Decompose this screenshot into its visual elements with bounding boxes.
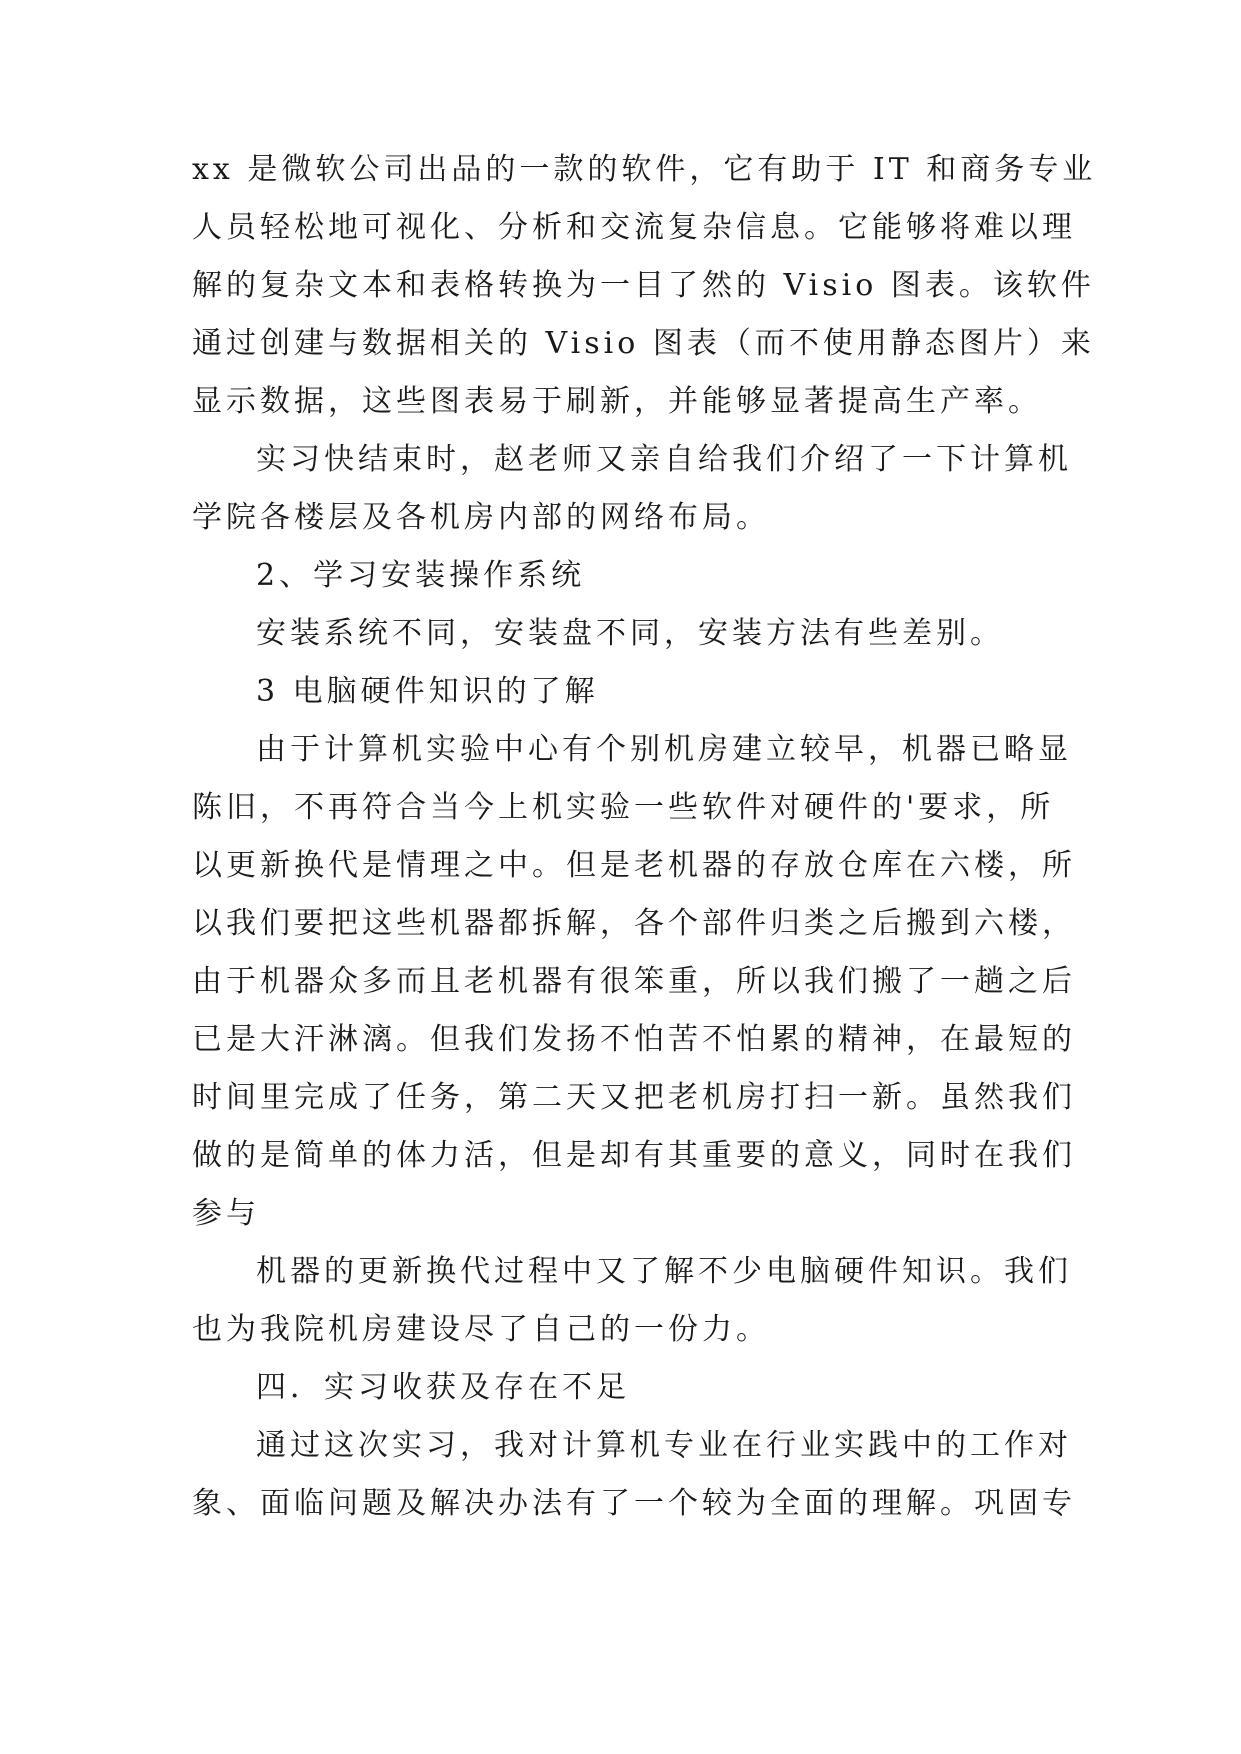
text-line: 已是大汗淋漓。但我们发扬不怕苦不怕累的精神，在最短的	[192, 1022, 1076, 1057]
section-heading: 四．实习收获及存在不足	[256, 1370, 630, 1405]
text-line: xx 是微软公司出品的一款的软件，它有助于 IT 和商务专业	[192, 152, 1097, 187]
text-line: 时间里完成了任务，第二天又把老机房打扫一新。虽然我们	[192, 1080, 1076, 1115]
section-heading: 2、学习安装操作系统	[256, 558, 586, 593]
text-line: 由于计算机实验中心有个别机房建立较早，机器已略显	[256, 732, 1072, 767]
text-line: 由于机器众多而且老机器有很笨重，所以我们搬了一趟之后	[192, 964, 1076, 999]
text-line: 通过这次实习，我对计算机专业在行业实践中的工作对	[256, 1428, 1072, 1463]
text-line: 通过创建与数据相关的 Visio 图表（而不使用静态图片）来	[192, 326, 1095, 361]
text-line: 以我们要把这些机器都拆解，各个部件归类之后搬到六楼，	[192, 906, 1076, 941]
text-line: 以更新换代是情理之中。但是老机器的存放仓库在六楼，所	[192, 848, 1076, 883]
text-line: 安装系统不同，安装盘不同，安装方法有些差别。	[256, 616, 1004, 651]
text-line: 参与	[192, 1196, 260, 1231]
text-line: 做的是简单的体力活，但是却有其重要的意义，同时在我们	[192, 1138, 1076, 1173]
text-line: 也为我院机房建设尽了自己的一份力。	[192, 1312, 770, 1347]
text-line: 机器的更新换代过程中又了解不少电脑硬件知识。我们	[256, 1254, 1072, 1289]
text-line: 象、面临问题及解决办法有了一个较为全面的理解。巩固专	[192, 1486, 1076, 1521]
text-line: 实习快结束时，赵老师又亲自给我们介绍了一下计算机	[256, 442, 1072, 477]
text-line: 解的复杂文本和表格转换为一目了然的 Visio 图表。该软件	[192, 268, 1095, 303]
text-line: 显示数据，这些图表易于刷新，并能够显著提高生产率。	[192, 384, 1042, 419]
text-line: 陈旧，不再符合当今上机实验一些软件对硬件的'要求，所	[192, 790, 1055, 825]
text-line: 人员轻松地可视化、分析和交流复杂信息。它能够将难以理	[192, 210, 1076, 245]
section-heading: 3 电脑硬件知识的了解	[256, 674, 599, 709]
text-line: 学院各楼层及各机房内部的网络布局。	[192, 500, 770, 535]
